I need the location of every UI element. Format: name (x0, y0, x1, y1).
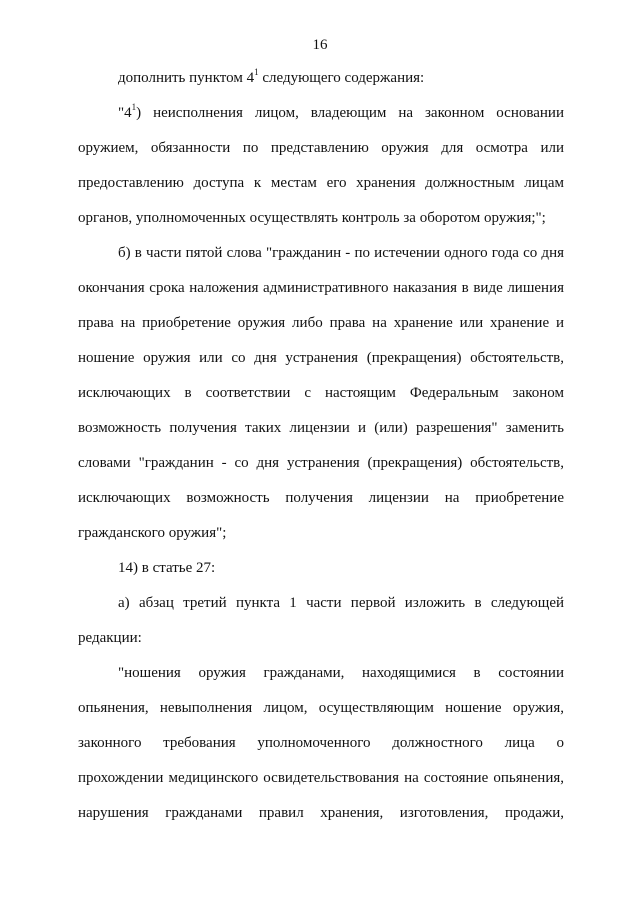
text-line: законного требования уполномоченного должностного лица о (78, 735, 564, 751)
text-line: редакции: (78, 630, 142, 646)
text-line: возможность получения таких лицензии и (или) разрешения" заменить (78, 420, 564, 436)
text-line: оружием, обязанности по представлению оружия для осмотра или (78, 140, 564, 156)
text-line: нарушения гражданами правил хранения, изготовления, продажи, (78, 805, 564, 821)
text-line: гражданского оружия"; (78, 525, 227, 541)
text-line: предоставлению доступа к местам его хранения должностным лицам (78, 175, 564, 191)
text-line: ношение оружия или со дня устранения (прекращения) обстоятельств, (78, 350, 564, 366)
text-line: права на приобретение оружия либо права на хранение или хранение и (78, 315, 564, 331)
text-line: исключающих в соответствии с настоящим Федеральным законом (78, 385, 564, 401)
text-line: органов, уполномоченных осуществлять контроль за оборотом оружия;"; (78, 210, 546, 226)
text-line: б) в части пятой слова "гражданин - по истечении одного года со дня (118, 245, 564, 261)
text-line: прохождении медицинского освидетельствования на состояние опьянения, (78, 770, 564, 786)
text-line: а) абзац третий пункта 1 части первой изложить в следующей (118, 595, 564, 611)
page-number: 16 (312, 37, 328, 53)
text-line: "ношения оружия гражданами, находящимися в состоянии (118, 665, 564, 681)
text-line: исключающих возможность получения лицензии на приобретение (78, 490, 564, 506)
text-line: словами "гражданин - со дня устранения (прекращения) обстоятельств, (78, 455, 564, 471)
text-line: окончания срока наложения административного наказания в виде лишения (78, 280, 564, 296)
text-line: опьянения, невыполнения лицом, осуществляющим ношение оружия, (78, 700, 564, 716)
text-line: 14) в статье 27: (118, 560, 216, 576)
text-line: "$4^1$) неисполнения лицом, владеющим на законном основании (118, 102, 564, 121)
text-line: дополнить пунктом $4^1$ следующего содержания: (118, 67, 425, 86)
